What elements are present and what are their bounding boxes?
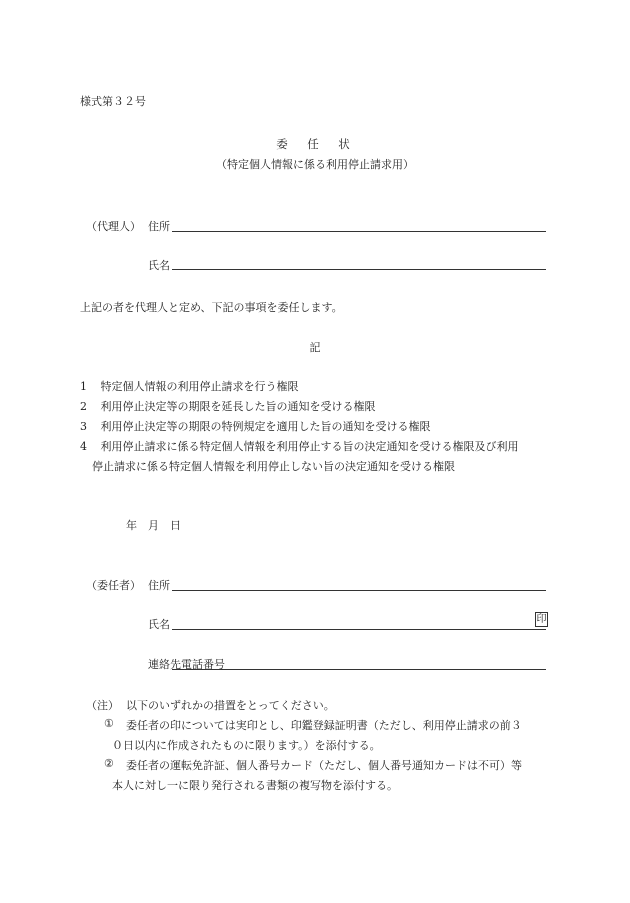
list-item [80, 438, 519, 454]
note-text: 委任者の印については実印とし、印鑑登録証明書（ただし、利用停止請求の前３ [126, 719, 522, 732]
item-number: 4 [80, 440, 87, 453]
item-text-continuation: 停止請求に係る特定個人情報を利用停止しない旨の決定通知を受ける権限 [92, 460, 455, 473]
principal-address-label: 住所 [148, 579, 170, 592]
list-item [80, 418, 431, 434]
note-text-continuation: ０日以内に作成されたものに限ります。）を添付する。 [112, 739, 381, 752]
note-text: 委任者の運転免許証、個人番号カード（ただし、個人番号通知カードは不可）等 [126, 759, 522, 772]
item-number: 2 [80, 400, 87, 413]
agent-name-label: 氏名 [148, 259, 170, 272]
principal-address-field[interactable] [172, 590, 546, 591]
principal-role-label: （委任者） [86, 579, 141, 592]
agent-address-field[interactable] [172, 231, 546, 232]
delegation-statement: 上記の者を代理人と定め、下記の事項を委任します。 [80, 301, 343, 314]
form-number: 様式第３２号 [80, 95, 146, 108]
document-title: 委 任 状 [276, 137, 354, 151]
item-number: 1 [80, 380, 87, 393]
principal-phone-field[interactable] [172, 669, 546, 670]
principal-name-field[interactable] [172, 629, 546, 630]
item-text: 利用停止決定等の期限の特例規定を適用した旨の通知を受ける権限 [100, 420, 431, 433]
seal-box[interactable]: 印 [536, 614, 547, 625]
date-line[interactable]: 年 月 日 [126, 519, 181, 532]
notes-label: （注） [86, 699, 119, 712]
item-text: 利用停止請求に係る特定個人情報を利用停止する旨の決定通知を受ける権限及び利用 [100, 440, 519, 453]
list-item [80, 398, 376, 414]
item-number: 3 [80, 420, 87, 433]
note-text-continuation: 本人に対し一に限り発行される書類の複写物を添付する。 [112, 779, 398, 792]
principal-phone-label: 連絡先電話番号 [148, 658, 225, 671]
agent-role-label: （代理人） [86, 220, 141, 233]
principal-name-label: 氏名 [148, 618, 170, 631]
item-text: 特定個人情報の利用停止請求を行う権限 [100, 380, 299, 393]
item-text: 利用停止決定等の期限を延長した旨の通知を受ける権限 [100, 400, 376, 413]
ki-heading: 記 [309, 341, 321, 354]
agent-address-label: 住所 [148, 220, 170, 233]
agent-name-field[interactable] [172, 269, 546, 270]
note-number: ① [104, 717, 114, 730]
document-subtitle: （特定個人情報に係る利用停止請求用） [216, 158, 414, 171]
list-item [80, 378, 299, 394]
notes-intro: 以下のいずれかの措置をとってください。 [126, 699, 335, 712]
note-number: ② [104, 757, 114, 770]
